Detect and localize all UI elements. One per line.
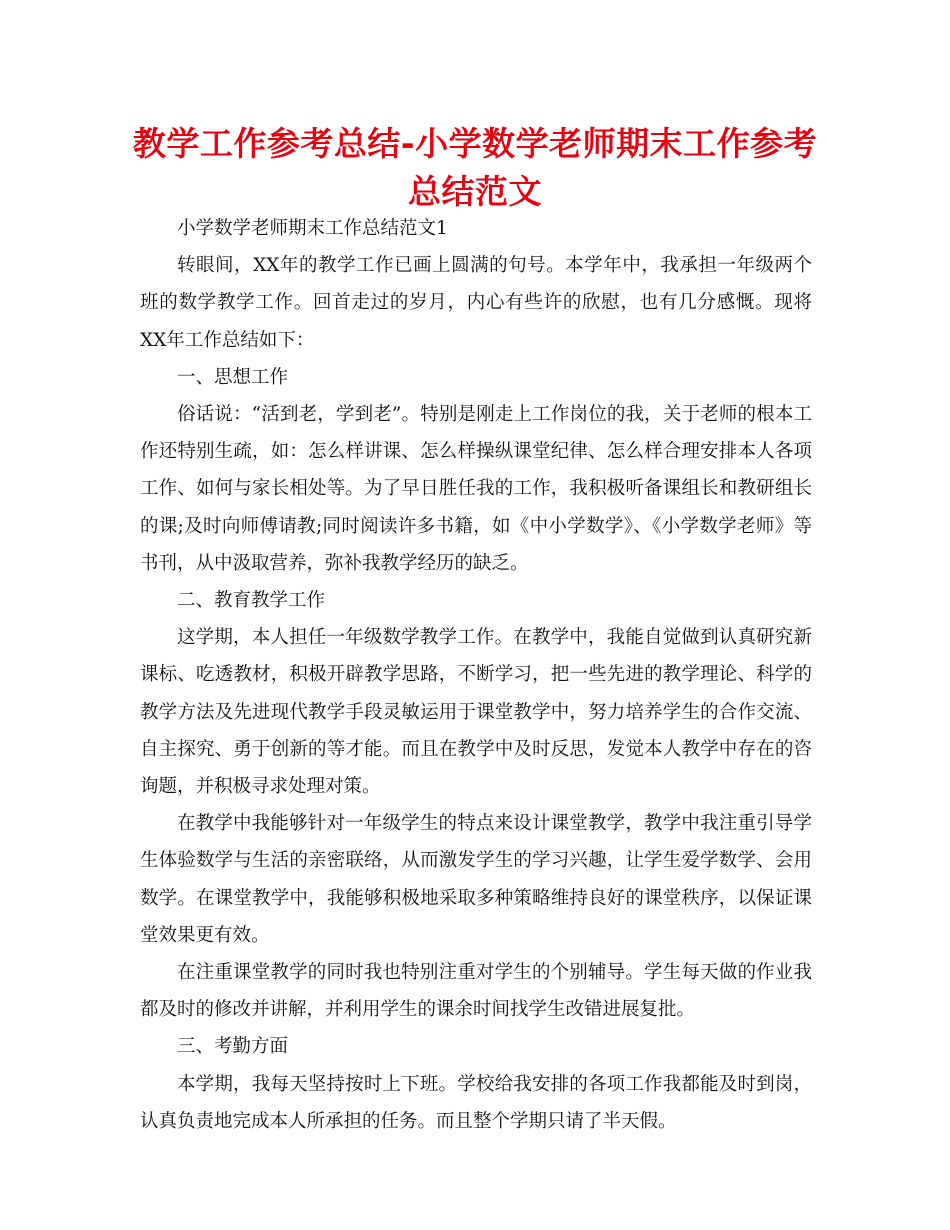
- section-heading-attendance: 三、考勤方面: [177, 1036, 289, 1058]
- document-title: 教学工作参考总结-小学数学老师期末工作参考总结范文: [132, 124, 818, 211]
- paragraph-teaching-2: 在教学中我能够针对一年级学生的特点来设计课堂教学，教学中我注重引导学生体验数学与生活的亲密联络，从而激发学生的学习兴趣，让学生爱学数学、会用数学。在课堂教学中，我能够积极地采取多种策略维持良好的课堂秩序，以保证课堂效果更有效。: [140, 813, 812, 946]
- paragraph-teaching-1: 这学期，本人担任一年级数学教学工作。在教学中，我能自觉做到认真研究新课标、吃透教材，积极开辟教学思路，不断学习，把一些先进的教学理论、科学的教学方法及先进现代教学手段灵敏运用于课堂教学中，努力培养学生的合作交流、自主探究、勇于创新的等才能。而且在教学中及时反思，发觉本人教学中存在的咨询题，并积极寻求处理对策。: [140, 627, 812, 798]
- paragraph-teaching-3: 在注重课堂教学的同时我也特别注重对学生的个别辅导。学生每天做的作业我都及时的修改并讲解，并利用学生的课余时间找学生改错进展复批。: [140, 962, 812, 1021]
- section-heading-thought: 一、思想工作: [177, 366, 289, 388]
- paragraph-thought: 俗话说：“活到老，学到老”。特别是刚走上工作岗位的我，关于老师的根本工作还特别生疏，如：怎么样讲课、怎么样操纵课堂纪律、怎么样合理安排本人各项工作、如何与家长相处等。为了早日胜任我的工作，我积极听备课组长和教研组长的课;及时向师傅请教;同时阅读许多书籍，如《中小学数学》、《小学数学老师》等书刊，从中汲取营养，弥补我教学经历的缺乏。: [140, 404, 812, 574]
- paragraph-attendance: 本学期，我每天坚持按时上下班。学校给我安排的各项工作我都能及时到岗，认真负责地完成本人所承担的任务。而且整个学期只请了半天假。: [140, 1073, 812, 1132]
- document-body: [140, 210, 812, 1140]
- paragraph-intro: 转眼间，XX年的教学工作已画上圆满的句号。本学年中，我承担一年级两个班的数学教学工作。回首走过的岁月，内心有些许的欣慰，也有几分感慨。现将XX年工作总结如下：: [140, 255, 812, 351]
- paragraph-subtitle: 小学数学老师期末工作总结范文1: [177, 218, 448, 239]
- section-heading-teaching: 二、教育教学工作: [177, 590, 326, 612]
